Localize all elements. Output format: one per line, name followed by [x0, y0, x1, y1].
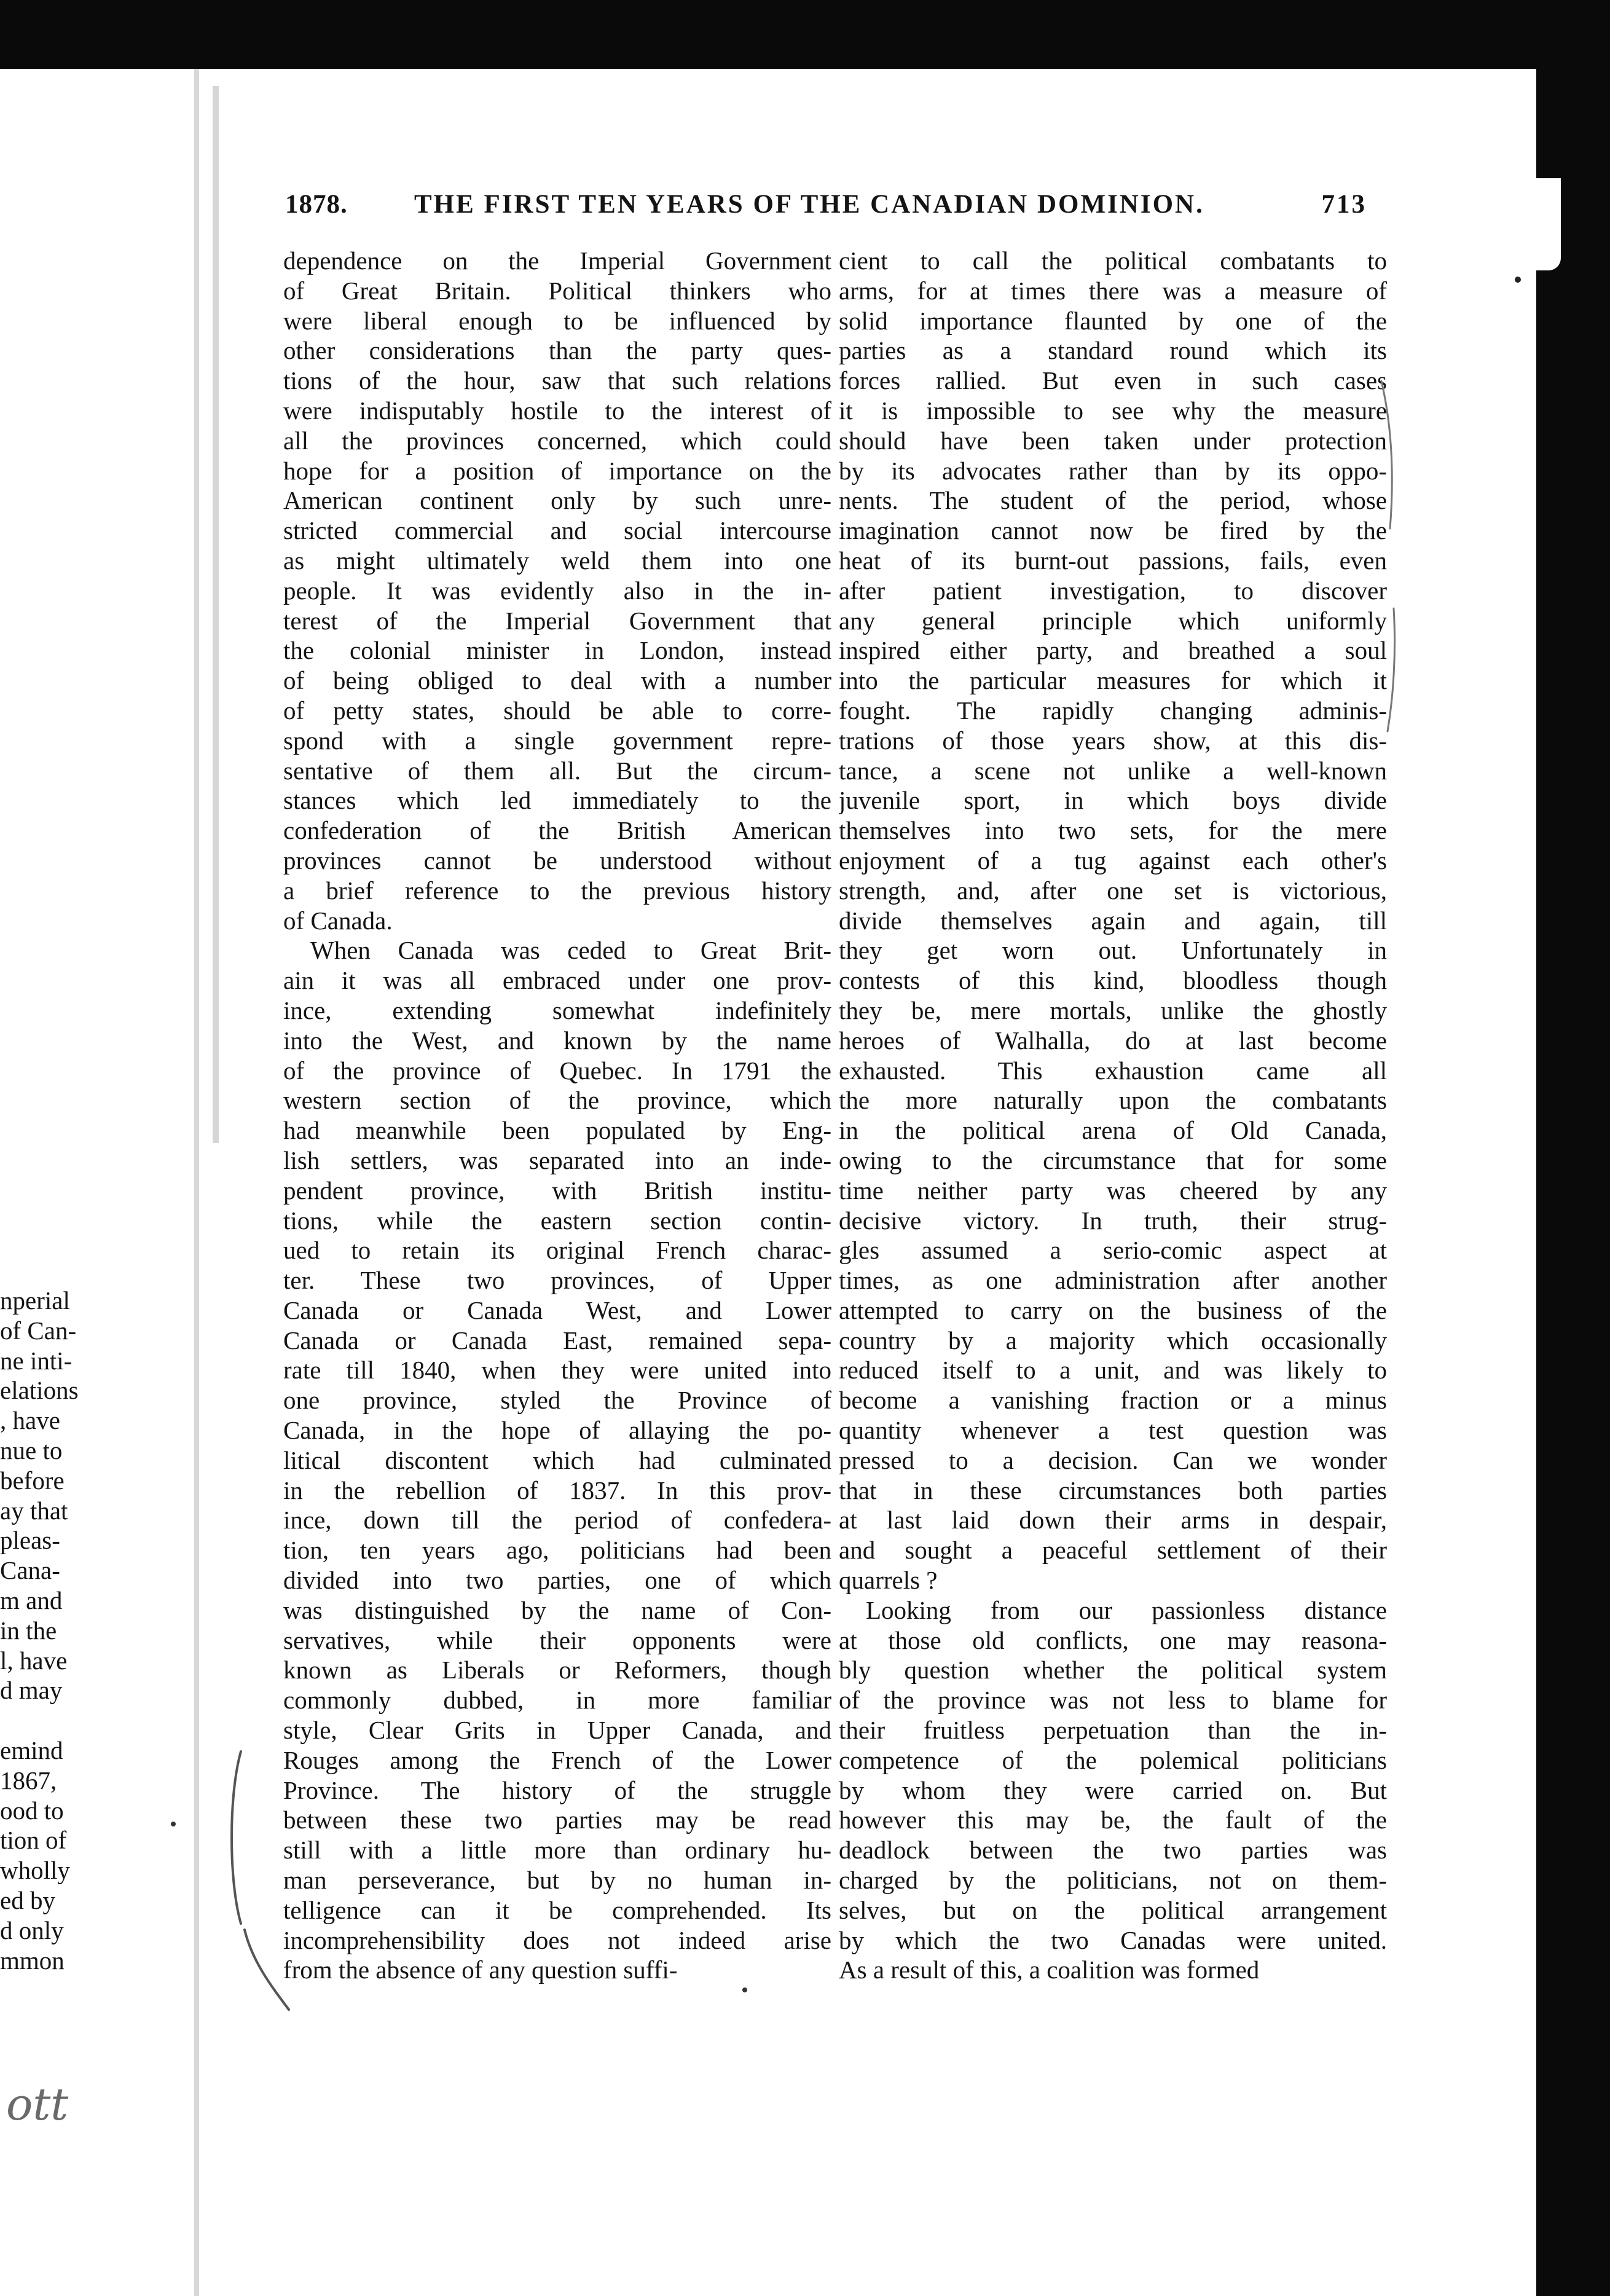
text-line: should have been taken under protection [839, 426, 1387, 455]
text-line: charged by the politicians, not on them- [839, 1866, 1387, 1895]
text-line: other considerations than the party ques- [283, 336, 831, 365]
fragment-line: l, have [0, 1646, 68, 1675]
text-line: they get worn out. Unfortunately in [839, 936, 1387, 965]
text-line: of the province of Quebec. In 1791 the [283, 1056, 831, 1085]
text-line: Canada, in the hope of allaying the po- [283, 1416, 831, 1445]
text-line: owing to the circumstance that for some [839, 1146, 1387, 1174]
fragment-line: nperial [0, 1286, 70, 1315]
text-line: were indisputably hostile to the interest of [283, 396, 831, 425]
left-margin-bracket [232, 1751, 289, 2010]
text-line: by which the two Canadas were united. [839, 1925, 1387, 1954]
text-line: man perseverance, but by no human in- [283, 1866, 831, 1895]
text-line: still with a little more than ordinary hu- [283, 1836, 831, 1865]
text-line: rate till 1840, when they were united into [283, 1356, 831, 1385]
fragment-line: mmon [0, 1946, 65, 1975]
text-line: arms, for at times there was a measure of [839, 276, 1387, 305]
fragment-line: , have [0, 1406, 60, 1435]
text-line: gles assumed a serio-comic aspect at [839, 1236, 1387, 1265]
text-line: trations of those years show, at this dis- [839, 726, 1387, 755]
text-line: servatives, while their opponents were [283, 1626, 831, 1654]
text-line: tions of the hour, saw that such relations [283, 366, 831, 395]
text-line: forces rallied. But even in such cases [839, 366, 1387, 395]
handwritten-note: ott [6, 2078, 69, 2130]
fragment-line: pleas- [0, 1526, 60, 1555]
header-year: 1878. [285, 190, 348, 219]
fragment-line: ed by [0, 1885, 55, 1914]
text-line: a brief reference to the previous history [283, 876, 831, 905]
text-line: were liberal enough to be influenced by [283, 306, 831, 335]
fragment-line: before [0, 1466, 65, 1495]
text-line: of petty states, should be able to corre- [283, 696, 831, 725]
fragment-line: elations [0, 1376, 79, 1405]
text-line: divided into two parties, one of which [283, 1566, 831, 1595]
fragment-line: Cana- [0, 1556, 60, 1585]
text-line: of Canada. [283, 906, 393, 935]
text-line: times, as one administration after another [839, 1266, 1387, 1295]
text-line: parties as a standard round which its [839, 336, 1387, 365]
text-line: sentative of them all. But the circum- [283, 756, 831, 785]
text-line: imagination cannot now be fired by the [839, 516, 1387, 545]
text-line: contests of this kind, bloodless though [839, 966, 1387, 995]
text-line: of Great Britain. Political thinkers who [283, 276, 831, 305]
text-line: dependence on the Imperial Government [283, 246, 831, 275]
text-line: in the political arena of Old Canada, [839, 1116, 1387, 1145]
text-line: by whom they were carried on. But [839, 1775, 1387, 1804]
text-line: decisive victory. In truth, their strug- [839, 1206, 1387, 1235]
fragment-line: tion of [0, 1826, 67, 1855]
text-line: heat of its burnt-out passions, fails, even [839, 546, 1387, 575]
text-line: When Canada was ceded to Great Brit- [310, 936, 831, 965]
text-line: quarrels ? [839, 1566, 938, 1595]
text-line: American continent only by such unre- [283, 486, 831, 515]
fragment-line: nue to [0, 1436, 63, 1464]
text-line: from the absence of any question suffi- [283, 1956, 678, 1984]
text-line: Canada or Canada West, and Lower [283, 1295, 831, 1324]
text-line: pressed to a decision. Can we wonder [839, 1445, 1387, 1474]
text-line: bly question whether the political system [839, 1656, 1387, 1685]
text-line: lish settlers, was separated into an inde- [283, 1146, 831, 1174]
text-line: had meanwhile been populated by Eng- [283, 1116, 831, 1145]
text-line: stricted commercial and social intercourse [283, 516, 831, 545]
text-line: fought. The rapidly changing adminis- [839, 696, 1387, 725]
text-line: known as Liberals or Reformers, though [283, 1656, 831, 1685]
text-line: heroes of Walhalla, do at last become [839, 1026, 1387, 1055]
text-line: and sought a peaceful settlement of their [839, 1536, 1387, 1565]
text-line: at those old conflicts, one may reasona- [839, 1626, 1387, 1654]
text-line: quantity whenever a test question was [839, 1416, 1387, 1445]
text-line: exhausted. This exhaustion came all [839, 1056, 1387, 1085]
text-line: themselves into two sets, for the mere [839, 816, 1387, 845]
fragment-line: 1867, [0, 1766, 57, 1795]
text-line: ain it was all embraced under one prov- [283, 966, 831, 995]
text-line: however this may be, the fault of the [839, 1806, 1387, 1834]
page-number: 713 [1321, 190, 1367, 219]
margin-dot [742, 1987, 747, 1992]
text-line: selves, but on the political arrangement [839, 1895, 1387, 1924]
text-line: provinces cannot be understood without [283, 846, 831, 875]
text-line: attempted to carry on the business of the [839, 1295, 1387, 1324]
text-line: hope for a position of importance on the [283, 456, 831, 485]
text-line: any general principle which uniformly [839, 606, 1387, 635]
text-line: deadlock between the two parties was [839, 1836, 1387, 1865]
fragment-line: in the [0, 1616, 57, 1645]
text-line: by its advocates rather than by its oppo- [839, 456, 1387, 485]
text-line: their fruitless perpetuation than the in- [839, 1716, 1387, 1745]
text-line: into the particular measures for which it [839, 666, 1387, 695]
text-line: style, Clear Grits in Upper Canada, and [283, 1716, 831, 1745]
text-line: inspired either party, and breathed a soul [839, 636, 1387, 665]
text-line: confederation of the British American [283, 816, 831, 845]
text-line: as might ultimately weld them into one [283, 546, 831, 575]
text-line: Province. The history of the struggle [283, 1775, 831, 1804]
margin-dot [171, 1822, 176, 1826]
text-line: country by a majority which occasionally [839, 1326, 1387, 1354]
text-line: ued to retain its original French charac- [283, 1236, 831, 1265]
text-line: spond with a single government repre- [283, 726, 831, 755]
text-line: terest of the Imperial Government that [283, 606, 831, 635]
fragment-line: d only [0, 1916, 64, 1944]
text-line: solid importance flaunted by one of the [839, 306, 1387, 335]
text-line: into the West, and known by the name [283, 1026, 831, 1055]
text-line: was distinguished by the name of Con- [283, 1595, 831, 1624]
text-line: As a result of this, a coalition was formed [839, 1956, 1260, 1984]
text-line: juvenile sport, in which boys divide [839, 786, 1387, 815]
fragment-line: m and [0, 1586, 63, 1614]
text-line: tions, while the eastern section contin- [283, 1206, 831, 1235]
text-line: tion, ten years ago, politicians had been [283, 1536, 831, 1565]
text-line: cient to call the political combatants to [839, 246, 1387, 275]
text-line: in the rebellion of 1837. In this prov- [283, 1476, 831, 1504]
text-line: enjoyment of a tug against each other's [839, 846, 1387, 875]
text-line: reduced itself to a unit, and was likely to [839, 1356, 1387, 1385]
text-line: they be, mere mortals, unlike the ghostly [839, 996, 1387, 1024]
text-line: pendent province, with British institu- [283, 1176, 831, 1205]
text-line: the more naturally upon the combatants [839, 1086, 1387, 1115]
text-line: strength, and, after one set is victorious, [839, 876, 1387, 905]
text-line: Rouges among the French of the Lower [283, 1745, 831, 1774]
text-line: Looking from our passionless distance [866, 1595, 1387, 1624]
text-line: commonly dubbed, in more familiar [283, 1686, 831, 1715]
text-line: people. It was evidently also in the in- [283, 576, 831, 605]
text-line: of being obliged to deal with a number [283, 666, 831, 695]
text-line: time neither party was cheered by any [839, 1176, 1387, 1205]
margin-dot [1515, 277, 1521, 283]
text-line: stances which led immediately to the [283, 786, 831, 815]
text-line: ince, down till the period of confedera- [283, 1506, 831, 1535]
right-margin-line [1381, 381, 1395, 731]
text-line: telligence can it be comprehended. Its [283, 1895, 831, 1924]
text-line: ter. These two provinces, of Upper [283, 1266, 831, 1295]
text-line: western section of the province, which [283, 1086, 831, 1115]
fragment-line: ay that [0, 1496, 68, 1525]
text-line: one province, styled the Province of [283, 1386, 831, 1415]
text-line: ince, extending somewhat indefinitely [283, 996, 831, 1024]
text-line: at last laid down their arms in despair, [839, 1506, 1387, 1535]
text-line: tance, a scene not unlike a well-known [839, 756, 1387, 785]
fragment-line: emind [0, 1736, 63, 1764]
fragment-line: ood to [0, 1796, 64, 1825]
fragment-line: wholly [0, 1856, 70, 1885]
text-line: of the province was not less to blame for [839, 1686, 1387, 1715]
text-line: after patient investigation, to discover [839, 576, 1387, 605]
text-line: Canada or Canada East, remained sepa- [283, 1326, 831, 1354]
text-line: the colonial minister in London, instead [283, 636, 831, 665]
text-line: that in these circumstances both parties [839, 1476, 1387, 1504]
text-line: competence of the polemical politicians [839, 1745, 1387, 1774]
text-line: divide themselves again and again, till [839, 906, 1387, 935]
text-line: it is impossible to see why the measure [839, 396, 1387, 425]
fragment-line: of Can- [0, 1316, 77, 1345]
text-line: between these two parties may be read [283, 1806, 831, 1834]
text-line: litical discontent which had culminated [283, 1445, 831, 1474]
text-line: incomprehensibility does not indeed arise [283, 1925, 831, 1954]
text-line: all the provinces concerned, which could [283, 426, 831, 455]
text-line: become a vanishing fraction or a minus [839, 1386, 1387, 1415]
fragment-line: ne inti- [0, 1346, 73, 1375]
header-title: THE FIRST TEN YEARS OF THE CANADIAN DOMINION. [414, 190, 1204, 219]
text-line: nents. The student of the period, whose [839, 486, 1387, 515]
fragment-line: d may [0, 1676, 63, 1705]
